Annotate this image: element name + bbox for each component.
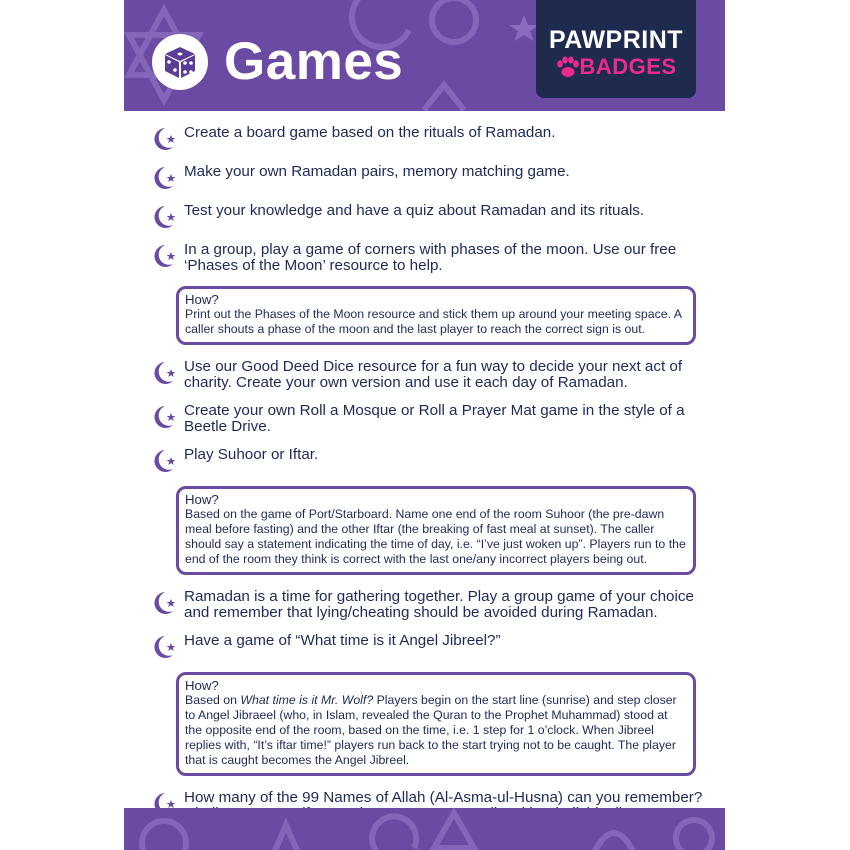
how-label: How?: [185, 678, 219, 693]
header-banner: [124, 0, 725, 111]
list-item: Play Suhoor or Iftar.: [152, 447, 712, 474]
crescent-star-icon: [152, 126, 178, 152]
how-box: [176, 486, 696, 575]
crescent-star-icon: [152, 165, 178, 191]
crescent-star-icon: [152, 634, 178, 660]
list-item: Ramadan is a time for gathering together. Play a group game of your choice and remember that lying/cheating should be avoided during Ramadan.: [152, 589, 712, 621]
paw-icon: [555, 56, 579, 78]
how-text: Based on the game of Port/Starboard. Name one end of the room Suhoor (the pre-dawn meal before fasting) and the other Iftar (the breaking of fast meal at sunset). The caller should say a statement indicating the time of day, i.e. “I’ve just woken up”. Players run to the end of the room they think is correct with the last one/any incorrect players being out.: [185, 507, 686, 566]
list-item: Have a game of “What time is it Angel Jibreel?”: [152, 633, 712, 660]
crescent-star-icon: [152, 404, 178, 430]
decorative-pattern: [124, 808, 725, 850]
how-text: Print out the Phases of the Moon resource and stick them up around your meeting space. A caller shouts a phase of the moon and the last player to reach the correct sign is out.: [185, 307, 682, 336]
logo-line-2: BADGES: [579, 54, 677, 79]
title-group: [152, 31, 403, 92]
crescent-star-icon: [152, 590, 178, 616]
how-text: Based on What time is it Mr. Wolf? Players begin on the start line (sunrise) and step closer to Angel Jibraeel (who, in Islam, revealed the Quran to the Prophet Muhammad) stood at the opposite end of the room, based on the time, i.e. 1 step for 1 o’clock. When Jibreel replies with, “It’s iftar time!” players run back to the start trying not to be caught. The player that is caught becomes the Angel Jibreel.: [185, 693, 677, 767]
crescent-star-icon: [152, 204, 178, 230]
how-box: [176, 286, 696, 345]
pawprint-badges-logo: [536, 0, 696, 98]
list-item: Test your knowledge and have a quiz about Ramadan and its rituals.: [152, 203, 712, 230]
list-item: Make your own Ramadan pairs, memory matching game.: [152, 164, 712, 191]
how-label: How?: [185, 292, 219, 307]
activity-sheet: [124, 0, 725, 850]
list-item: Create a board game based on the rituals of Ramadan.: [152, 125, 712, 152]
list-item: Use our Good Deed Dice resource for a fun way to decide your next act of charity. Create your own version and use it each day of Ramadan.: [152, 359, 712, 391]
list-item: How many of the 99 Names of Allah (Al-Asma-ul-Husna) can you remember?: [152, 790, 712, 850]
crescent-star-icon: [152, 360, 178, 386]
dice-icon: [152, 34, 208, 90]
crescent-star-icon: [152, 448, 178, 474]
how-box: [176, 672, 696, 776]
crescent-star-icon: [152, 243, 178, 269]
logo-line-1: PAWPRINT: [548, 26, 684, 54]
activity-list: [152, 125, 712, 850]
how-label: How?: [185, 492, 219, 507]
page-title: Games: [224, 32, 404, 91]
list-item: Create your own Roll a Mosque or Roll a Prayer Mat game in the style of a Beetle Drive.: [152, 403, 712, 435]
footer-banner: [124, 808, 725, 850]
list-item: In a group, play a game of corners with phases of the moon. Use our free ‘Phases of the Moon’ resource to help.: [152, 242, 712, 274]
